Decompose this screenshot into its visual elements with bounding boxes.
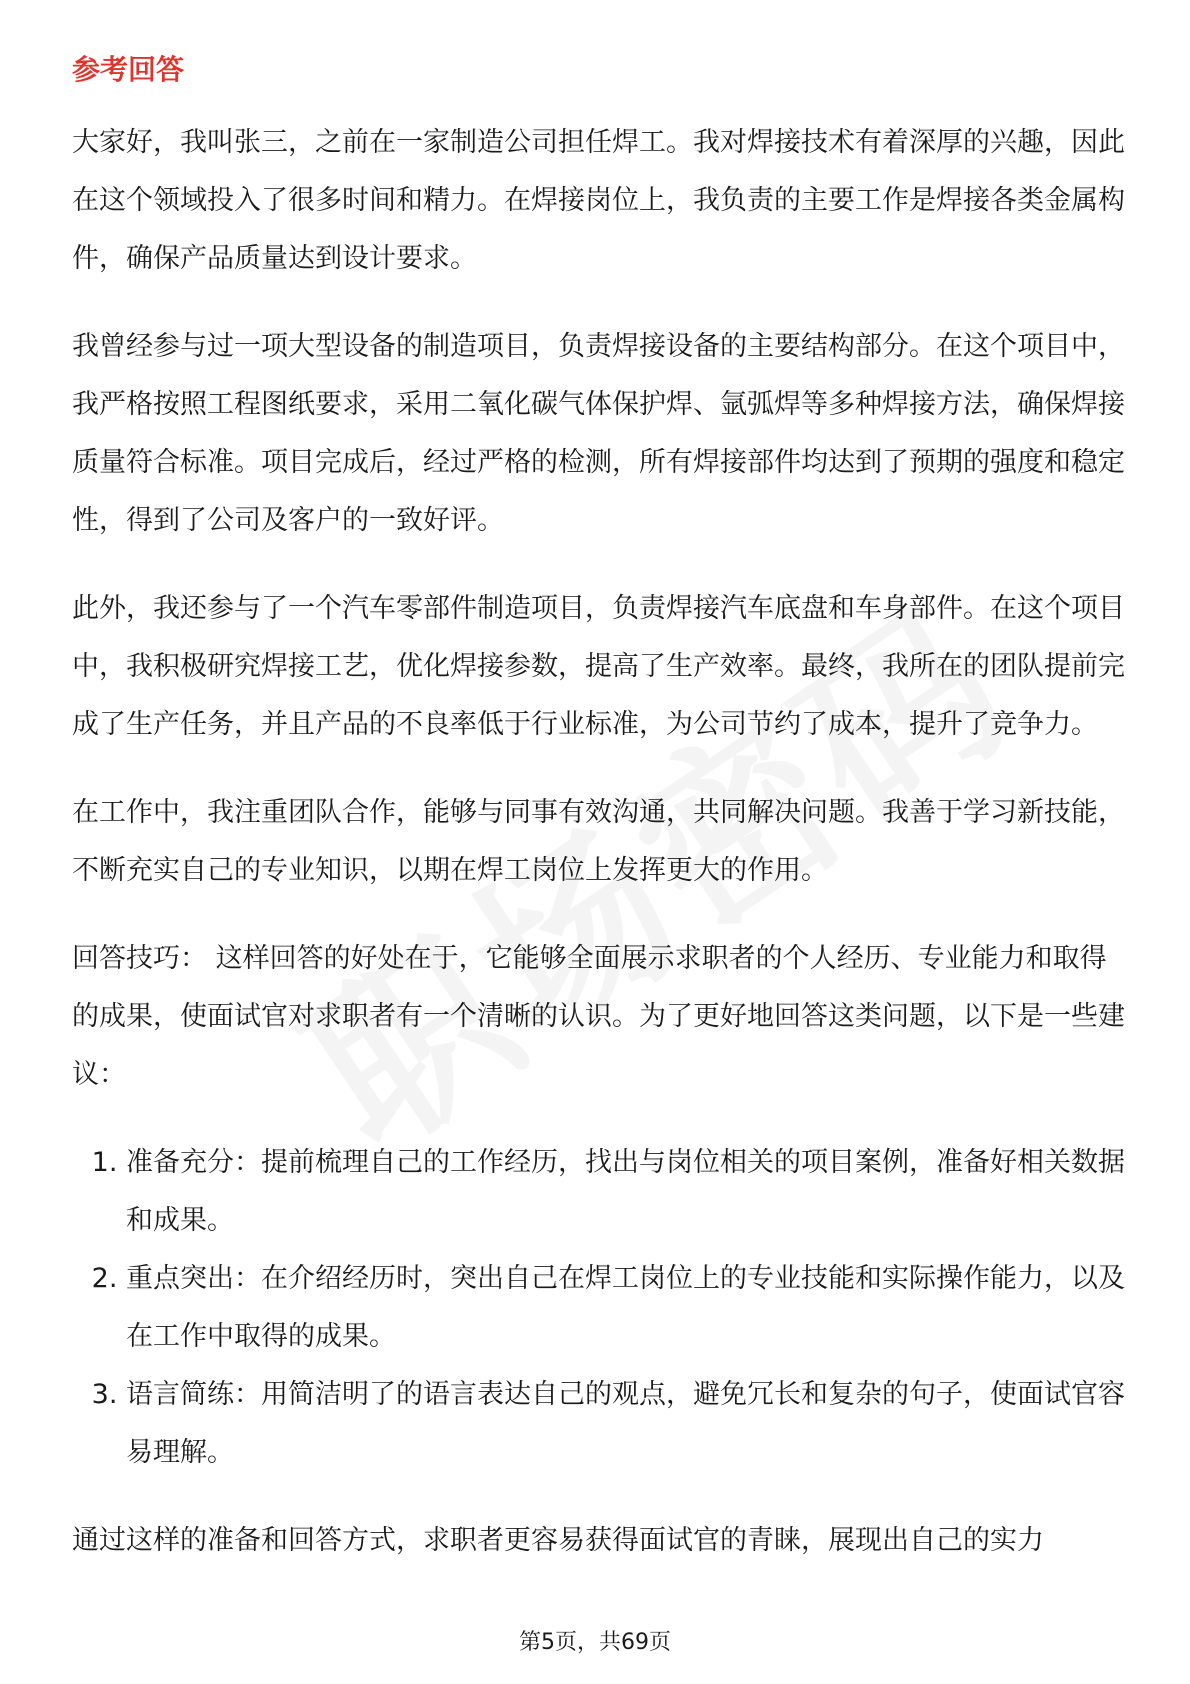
paragraph-intro: 大家好，我叫张三，之前在一家制造公司担任焊工。我对焊接技术有着深厚的兴趣，因此在这个领域投入了很多时间和精力。在焊接岗位上，我负责的主要工作是焊接各类金属构件，确保产品质量达到设计要求。 (72, 127, 1125, 274)
answer-content (72, 114, 1127, 1570)
paragraph-answer-tips: 回答技巧： 这样回答的好处在于，它能够全面展示求职者的个人经历、专业能力和取得的成果，使面试官对求职者有一个清晰的认识。为了更好地回答这类问题，以下是一些建议： (72, 943, 1125, 1090)
paragraph-teamwork: 在工作中，我注重团队合作，能够与同事有效沟通，共同解决问题。我善于学习新技能，不断充实自己的专业知识，以期在焊工岗位上发挥更大的作用。 (72, 797, 1125, 886)
list-item: 1. 准备充分：提前梳理自己的工作经历，找出与岗位相关的项目案例，准备好相关数据和成果。 (126, 1134, 1127, 1250)
paragraph-auto-parts-project: 此外，我还参与了一个汽车零部件制造项目，负责焊接汽车底盘和车身部件。在这个项目中，我积极研究焊接工艺，优化焊接参数，提高了生产效率。最终，我所在的团队提前完成了生产任务，并且产品的不良率低于行业标准，为公司节约了成本，提升了竞争力。 (72, 593, 1125, 740)
list-item: 3. 语言简练：用简洁明了的语言表达自己的观点，避免冗长和复杂的句子，使面试官容易理解。 (126, 1366, 1127, 1482)
paragraph-closing: 通过这样的准备和回答方式，求职者更容易获得面试官的青睐，展现出自己的实力 (72, 1525, 1044, 1556)
list-item: 2. 重点突出：在介绍经历时，突出自己在焊工岗位上的专业技能和实际操作能力，以及在工作中取得的成果。 (126, 1250, 1127, 1366)
page-number: 第5页，共69页 (519, 1630, 671, 1655)
tips-list (72, 1134, 1127, 1482)
paragraph-equipment-project: 我曾经参与过一项大型设备的制造项目，负责焊接设备的主要结构部分。在这个项目中，我严格按照工程图纸要求，采用二氧化碳气体保护焊、氩弧焊等多种焊接方法，确保焊接质量符合标准。项目完成后，经过严格的检测，所有焊接部件均达到了预期的强度和稳定性，得到了公司及客户的一致好评。 (72, 331, 1125, 536)
section-title: 参考回答 (72, 53, 185, 86)
